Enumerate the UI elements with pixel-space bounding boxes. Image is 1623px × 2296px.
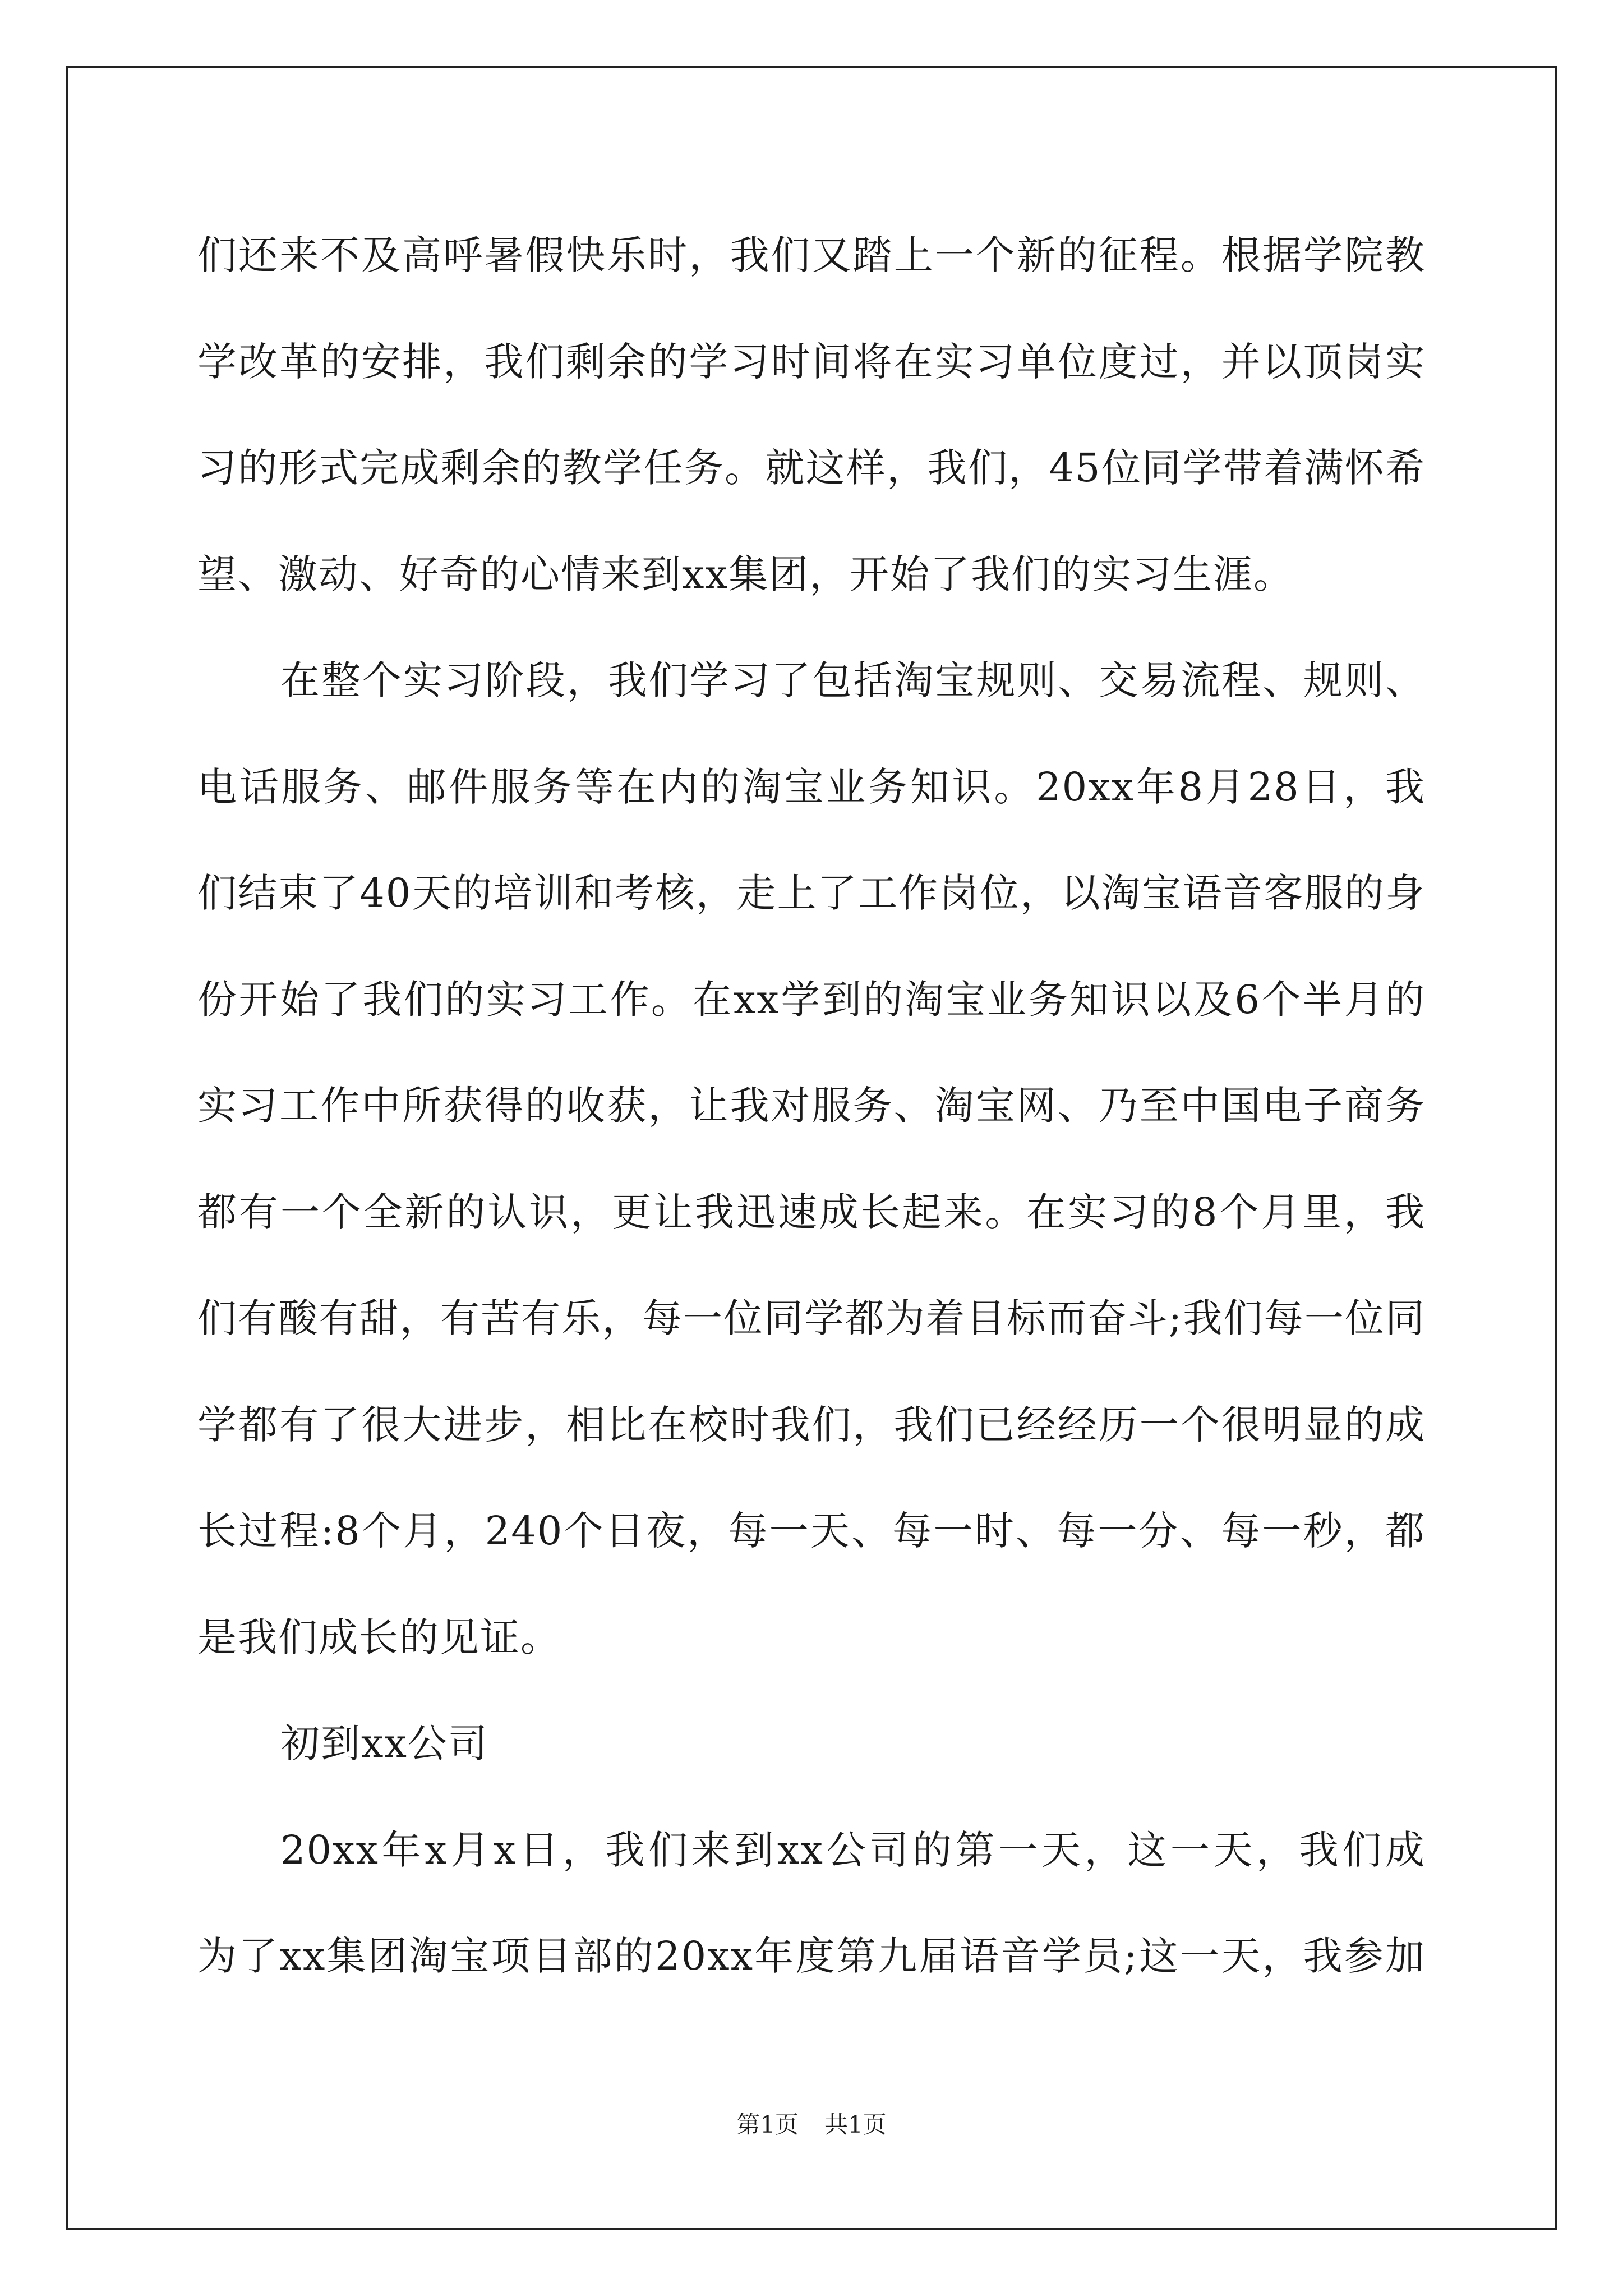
section-heading: 初到xx公司	[280, 1720, 488, 1766]
text-line: 实习工作中所获得的收获，让我对服务、淘宝网、乃至中国电子商务	[197, 1083, 1426, 1129]
text-line: 是我们成长的见证。	[197, 1614, 561, 1660]
text-line: 习的形式完成剩余的教学任务。就这样，我们，45位同学带着满怀希	[197, 445, 1426, 491]
text-line: 学都有了很大进步，相比在校时我们，我们已经经历一个很明显的成	[197, 1401, 1426, 1448]
text-line: 为了xx集团淘宝项目部的20xx年度第九届语音学员;这一天，我参加	[197, 1933, 1426, 1979]
text-line: 电话服务、邮件服务等在内的淘宝业务知识。20xx年8月28日，我	[197, 763, 1426, 810]
document-body	[197, 210, 1426, 2018]
text-line: 们结束了40天的培训和考核，走上了工作岗位，以淘宝语音客服的身	[197, 870, 1426, 916]
text-line: 学改革的安排，我们剩余的学习时间将在实习单位度过，并以顶岗实	[197, 338, 1426, 385]
text-line: 都有一个全新的认识，更让我迅速成长起来。在实习的8个月里，我	[197, 1189, 1426, 1235]
page-footer	[0, 2108, 1623, 2142]
text-line: 们有酸有甜，有苦有乐，每一位同学都为着目标而奋斗;我们每一位同	[197, 1295, 1426, 1341]
page-number: 第1页	[736, 2111, 799, 2138]
paragraph-first-line: 20xx年x月x日，我们来到xx公司的第一天，这一天，我们成	[280, 1826, 1426, 1873]
text-line: 长过程:8个月，240个日夜，每一天、每一时、每一分、每一秒，都	[197, 1508, 1426, 1554]
text-line: 份开始了我们的实习工作。在xx学到的淘宝业务知识以及6个半月的	[197, 976, 1426, 1023]
text-line: 们还来不及高呼暑假快乐时，我们又踏上一个新的征程。根据学院教	[197, 232, 1426, 278]
text-line: 望、激动、好奇的心情来到xx集团，开始了我们的实习生涯。	[197, 551, 1294, 597]
page-total: 共1页	[824, 2111, 887, 2138]
paragraph-first-line: 在整个实习阶段，我们学习了包括淘宝规则、交易流程、规则、	[280, 657, 1426, 703]
